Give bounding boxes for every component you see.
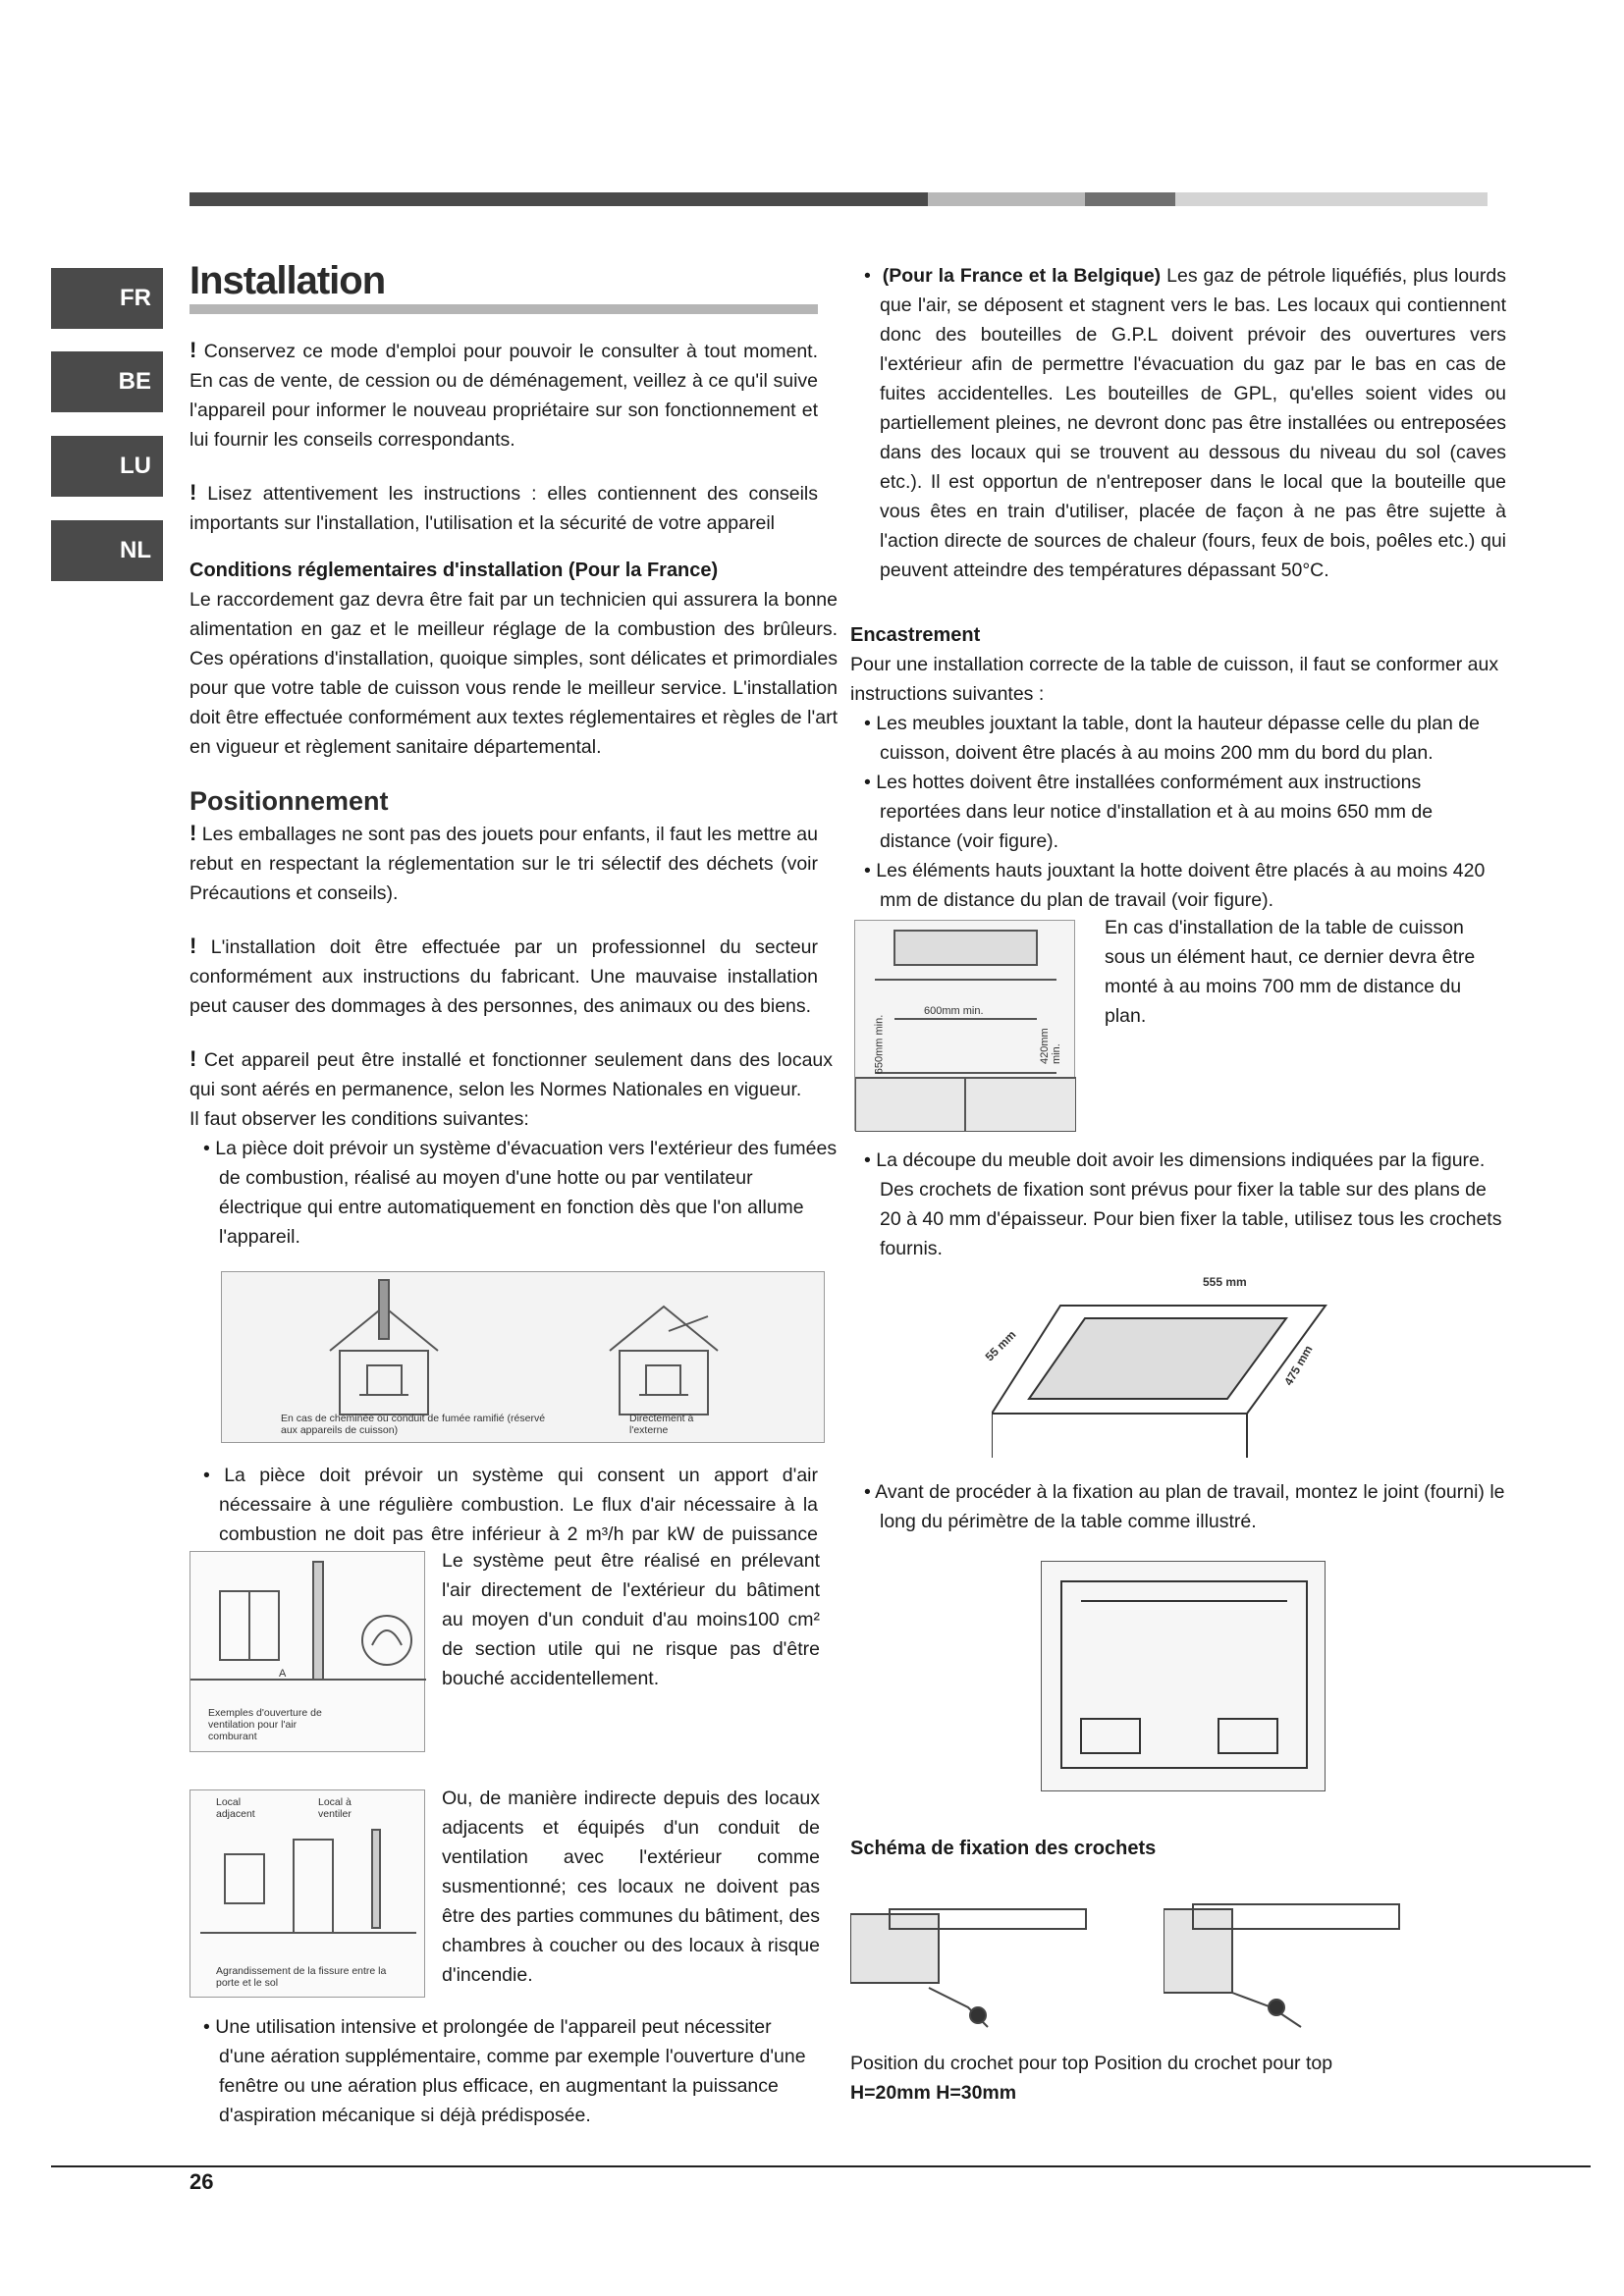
right-column <box>850 261 1506 915</box>
chimney-diagram <box>221 1271 825 1443</box>
hook-height-caption: H=20mm H=30mm <box>850 2082 1017 2104</box>
adjacent-room-label: Local adjacent <box>216 1796 255 1820</box>
lang-tab-label: FR <box>120 285 151 311</box>
vent-label-a: A <box>279 1668 287 1680</box>
fitting-heading: Encastrement <box>850 624 981 646</box>
cutout-bullet: • La découpe du meuble doit avoir les dimensions indiquées par la figure. <box>850 1146 1506 1175</box>
condition-bullet-3: • Une utilisation intensive et prolongée de l'appareil peut nécessiter d'une aération supplémentaire, comme par exemple l'ouverture d'une fenêtre ou une aération plus efficace, en augmentant la puissance d'aspiration mécanique si déjà prédisposée. <box>189 2012 818 2130</box>
hook-captions <box>850 2049 1506 2108</box>
fitting-bullet-1: • Les meubles jouxtant la table, dont la hauteur dépasse celle du plan de cuisson, doivent être placés à au moins 200 mm du bord du plan. <box>850 709 1506 768</box>
left-column-bottom <box>189 2012 818 2130</box>
cutout-depth-dim: 475 mm <box>1281 1343 1316 1388</box>
cutout-width-dim: 555 mm <box>1203 1275 1247 1289</box>
page-title: Installation <box>189 259 386 302</box>
intro-paragraph-2 <box>189 478 818 538</box>
intro-text-1: Conservez ce mode d'emploi pour pouvoir le consulter à tout moment. En cas de vente, de cession ou de déménagement, veillez à ce qu'il suive l'appareil pour informer le nouveau propriétaire sur son fonctionnement et lui fournir les conseils correspondants. <box>189 341 819 451</box>
hook-position-caption: Position du crochet pour top Position du crochet pour top <box>850 2053 1333 2074</box>
hob-underside-illustration-icon <box>1042 1562 1326 1792</box>
chimney-caption: En cas de cheminée ou conduit de fumée ramifié (réservé aux appareils de cuisson) <box>281 1413 546 1436</box>
right-column-cutout <box>850 1146 1506 1263</box>
positioning-paragraph-2 <box>189 932 818 1021</box>
bar-segment-mid <box>1085 192 1175 206</box>
header-color-bar <box>189 192 1488 206</box>
conditions-intro: Il faut observer les conditions suivantes: <box>189 1108 529 1130</box>
hood-height-dim: 650mm min. <box>873 1014 886 1075</box>
warning-mark: ! <box>189 338 197 362</box>
condition-bullet-1: • La pièce doit prévoir un système d'évacuation vers l'extérieur des fumées de combustion, réalisé au moyen d'une hotte ou par ventilateur électrique qui entre automatiquement en fonction dès que l'on allume l'appareil. <box>189 1134 838 1252</box>
indirect-air-text: Ou, de manière indirecte depuis des locaux adjacents et équipés d'un conduit de ventilation avec l'extérieur comme susmentionné; ces locaux ne doivent pas être des parties communes du bâtiment, des chambres à coucher ou des locaux à risque d'incendie. <box>442 1788 820 1986</box>
positioning-text-1: Les emballages ne sont pas des jouets pour enfants, il faut les mettre au rebut en respectant la réglementation sur le tri sélectif des déchets (voir Précautions et conseils). <box>189 824 818 904</box>
title-underline <box>189 304 818 314</box>
lang-tab-be[interactable] <box>51 351 163 412</box>
lang-tab-fr[interactable] <box>51 268 163 329</box>
window-wall-illustration-icon <box>190 1552 426 1699</box>
positioning-text-3: Cet appareil peut être installé et fonctionner seulement dans des locaux qui sont aérés en permanence, selon les Normes Nationales en vigueur. <box>189 1049 834 1100</box>
room-to-ventilate-label: Local à ventiler <box>318 1796 352 1820</box>
regulation-text: Le raccordement gaz devra être fait par un technicien qui assurera la bonne alimentation en gaz et le meilleur réglage de la combustion des brûleurs. Ces opérations d'installation, quoique simples, sont délicates et primordiales pour que votre table de cuisson vous rende le meilleur service. L'installation doit être effectuée conformément aux textes réglementaires et règles de l'art en vigueur et règlement sanitaire départemental. <box>189 589 838 758</box>
hook-20mm-illustration-icon <box>850 1890 1096 2032</box>
lang-tab-label: BE <box>118 368 151 395</box>
intro-paragraph-1 <box>189 336 818 454</box>
rooms-illustration-icon <box>190 1825 426 1962</box>
positioning-heading: Positionnement <box>189 786 389 816</box>
lang-tab-nl[interactable] <box>51 520 163 581</box>
fitting-bullet-3: • Les éléments hauts jouxtant la hotte doivent être placés à au moins 420 mm de distance du plan de travail (voir figure). <box>850 856 1506 915</box>
door-gap-caption: Agrandissement de la fissure entre la porte et le sol <box>216 1965 387 1989</box>
adjacent-room-diagram <box>189 1789 425 1998</box>
regulation-heading: Conditions réglementaires d'installation (Pour la France) <box>189 560 719 581</box>
bar-segment-light <box>928 192 1085 206</box>
hook-30mm-illustration-icon <box>1164 1890 1409 2032</box>
external-caption: Directement à l'externe <box>629 1413 694 1436</box>
footer-rule <box>51 2165 1591 2167</box>
bar-segment-pale <box>1175 192 1488 206</box>
cutout-text: Des crochets de fixation sont prévus pour fixer la table sur des plans de 20 à 40 mm d'épaisseur. Pour bien fixer la table, utilisez tous les crochets fournis. <box>880 1179 1502 1259</box>
hook-diagram-20mm <box>850 1890 1096 2032</box>
bar-segment-dark <box>189 192 928 206</box>
positioning-text-2: L'installation doit être effectuée par un professionnel du secteur conformément aux instructions du fabricant. Une mauvaise installation peut causer des dommages à des personnes, des animaux ou des biens. <box>189 936 819 1017</box>
cutout-diagram <box>982 1271 1355 1458</box>
warning-mark: ! <box>189 934 197 958</box>
lang-tab-label: LU <box>120 453 151 479</box>
hob-underside-diagram <box>1041 1561 1326 1791</box>
page-number: 26 <box>189 2169 214 2194</box>
lang-tab-lu[interactable] <box>51 436 163 497</box>
hook-diagram-30mm <box>1164 1890 1409 2032</box>
hood-width-dim: 600mm min. <box>924 1005 984 1017</box>
hood-clearance-diagram <box>854 920 1075 1131</box>
lpg-lead: (Pour la France et la Belgique) <box>882 265 1162 287</box>
air-supply-text: Le système peut être réalisé en prélevant l'air directement de l'extérieur du bâtiment au moyen d'un conduit d'au moins100 cm² de section utile qui ne risque pas d'être bouché accidentellement. <box>442 1550 820 1689</box>
right-column-seal <box>850 1477 1506 1536</box>
warning-mark: ! <box>189 480 197 505</box>
left-column <box>189 257 838 1252</box>
condition-bullet-2: • La pièce doit prévoir un système qui consent un apport d'air nécessaire à une régulière combustion. Le flux d'air nécessaire à la combustion ne doit pas être inférieur à 2 m³/h par kW de puissance <box>189 1461 818 1578</box>
lang-tab-label: NL <box>120 537 151 563</box>
seal-bullet: • Avant de procéder à la fixation au plan de travail, montez le joint (fourni) le long du périmètre de la table comme illustré. <box>850 1477 1506 1536</box>
cabinet-note: En cas d'installation de la table de cuisson sous un élément haut, ce dernier devra être monté à au moins 700 mm de distance du plan. <box>1105 917 1476 1027</box>
fitting-bullet-2: • Les hottes doivent être installées conformément aux instructions reportées dans leur notice d'installation et à au moins 650 mm de distance (voir figure). <box>850 768 1506 856</box>
hook-section <box>850 1834 1506 1863</box>
fitting-intro: Pour une installation correcte de la table de cuisson, il faut se conformer aux instructions suivantes : <box>850 654 1499 705</box>
warning-mark: ! <box>189 1046 197 1071</box>
positioning-paragraph-1 <box>189 819 818 908</box>
ventilation-opening-diagram <box>189 1551 425 1752</box>
lpg-text: Les gaz de pétrole liquéfiés, plus lourds que l'air, se déposent et stagnent vers le bas. Les locaux qui contiennent donc des bouteilles de G.P.L doivent prévoir des ouvertures vers l'extérieur afin de permettre l'évacuation du gaz par le bas en cas de fuites accidentelles. Les bouteilles de GPL, qu'elles soient vides ou partiellement pleines, ne devront donc pas être installées ou entreposées dans des locaux qui se trouvent au dessous du niveau du sol (caves etc.). Il est opportun de n'entreposer dans le local que la bouteille que vous êtes en train d'utiliser, placée de façon à ne pas être sujette à l'action directe de sources de chaleur (fours, feux de bois, poêles etc.) qui peuvent atteindre des températures dépassant 50°C. <box>880 265 1506 581</box>
vent-caption: Exemples d'ouverture de ventilation pour l'air comburant <box>208 1707 322 1742</box>
positioning-paragraph-3 <box>189 1044 833 1104</box>
lpg-paragraph: • (Pour la France et la Belgique) Les gaz de pétrole liquéfiés, plus lourds que l'air, se déposent et stagnent vers le bas. Les locaux qui contiennent donc des bouteilles de G.P.L doivent prévoir des ouvertures vers l'extérieur afin de permettre l'évacuation du gaz par le bas en cas de fuites accidentelles. Les bouteilles de GPL, qu'elles soient vides ou partiellement pleines, ne devront donc pas être installées ou entreposées dans des locaux qui se trouvent au dessous du niveau du sol (caves etc.). Il est opportun de n'entreposer dans le local que la bouteille que vous êtes en train d'utiliser, placée de façon à ne pas être sujette à l'action directe de sources de chaleur (fours, feux de bois, poêles etc.) qui peuvent atteindre des températures dépassant 50°C. <box>864 265 1506 581</box>
cutout-margin-dim: 55 mm <box>982 1327 1019 1364</box>
cabinet-height-dim: 420mm min. <box>1039 1028 1062 1064</box>
intro-text-2: Lisez attentivement les instructions : elles contiennent des conseils importants sur l'installation, l'utilisation et la sécurité de votre appareil <box>189 483 818 534</box>
hook-heading: Schéma de fixation des crochets <box>850 1838 1157 1859</box>
warning-mark: ! <box>189 821 197 845</box>
